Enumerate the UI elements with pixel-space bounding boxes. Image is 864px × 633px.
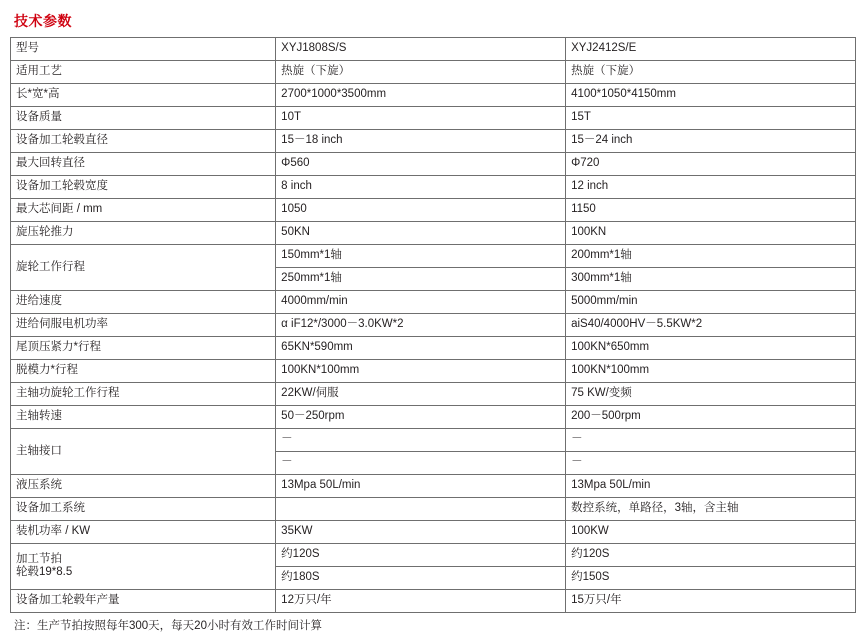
table-row [11,406,856,429]
row-value-model-1: 约180S [276,567,566,590]
row-value-model-2: 约150S [566,567,856,590]
row-label: 尾顶压紧力*行程 [11,337,276,360]
row-value-model-2: 1150 [566,199,856,222]
row-label: 进给伺服电机功率 [11,314,276,337]
row-value-model-2: 约120S [566,544,856,567]
row-label: 主轴转速 [11,406,276,429]
row-label: 型号 [11,38,276,61]
row-value-model-1: － [276,452,566,475]
row-label: 装机功率 / KW [11,521,276,544]
row-value-model-2: 15万只/年 [566,590,856,613]
table-row [11,107,856,130]
row-value-model-2: 5000mm/min [566,291,856,314]
table-row-group-travel [11,245,856,268]
row-value-model-2: 15T [566,107,856,130]
row-label-group [11,544,276,590]
table-row [11,314,856,337]
row-value-model-2: aiS40/4000HV－5.5KW*2 [566,314,856,337]
table-row [11,222,856,245]
table-footnote: 注：生产节拍按照每年300天，每天20小时有效工作时间计算 [14,620,322,632]
row-label: 主轴功旋轮工作行程 [11,383,276,406]
row-label: 脱模力*行程 [11,360,276,383]
row-label: 设备加工轮毂宽度 [11,176,276,199]
row-value-model-1: 1050 [276,199,566,222]
table-row [11,153,856,176]
row-value-model-2: 100KN*100mm [566,360,856,383]
row-value-model-1: 4000mm/min [276,291,566,314]
table-row [11,590,856,613]
row-value-model-1: 12万只/年 [276,590,566,613]
row-value-model-2: 100KN [566,222,856,245]
row-value-model-1: 35KW [276,521,566,544]
row-value-model-2: 12 inch [566,176,856,199]
table-row [11,291,856,314]
row-label-group: 主轴接口 [11,429,276,475]
row-value-model-1: 约120S [276,544,566,567]
row-value-model-1: 50KN [276,222,566,245]
row-value-model-2: XYJ2412S/E [566,38,856,61]
row-value-model-2: 4100*1050*4150mm [566,84,856,107]
row-value-model-1: 100KN*100mm [276,360,566,383]
row-value-model-1: XYJ1808S/S [276,38,566,61]
row-value-model-1: 2700*1000*3500mm [276,84,566,107]
table-body [11,38,856,613]
row-value-model-2: 75 KW/变频 [566,383,856,406]
row-value-model-2: 15－24 inch [566,130,856,153]
table-row [11,521,856,544]
table-row [11,498,856,521]
row-label-group: 旋轮工作行程 [11,245,276,291]
row-label: 液压系统 [11,475,276,498]
row-value-model-2: Φ720 [566,153,856,176]
row-value-model-2: 200mm*1轴 [566,245,856,268]
row-value-model-2: 13Mpa 50L/min [566,475,856,498]
row-value-model-2: 数控系统，单路径，3轴，含主轴 [566,498,856,521]
page-title: 技术参数 [14,13,72,29]
table-row-group-spindle-interface [11,429,856,452]
row-value-model-2: － [566,452,856,475]
row-value-model-1: 150mm*1轴 [276,245,566,268]
row-value-model-1: 热旋（下旋） [276,61,566,84]
row-value-model-1: 8 inch [276,176,566,199]
table-row [11,84,856,107]
row-value-model-2: 200－500rpm [566,406,856,429]
row-value-model-1: Φ560 [276,153,566,176]
table-row [11,38,856,61]
row-label: 最大回转直径 [11,153,276,176]
row-label: 设备加工轮毂直径 [11,130,276,153]
table-row [11,337,856,360]
table-row [11,360,856,383]
row-value-model-1: 50－250rpm [276,406,566,429]
row-value-model-2: 100KN*650mm [566,337,856,360]
table-row [11,176,856,199]
specifications-table [10,37,856,613]
row-label-line-1: 加工节拍 [16,553,62,566]
row-value-model-1: α iF12*/3000－3.0KW*2 [276,314,566,337]
row-value-model-1: 15－18 inch [276,130,566,153]
table-row [11,130,856,153]
row-label: 设备加工系统 [11,498,276,521]
row-label: 设备加工轮毂年产量 [11,590,276,613]
row-value-model-1: 10T [276,107,566,130]
row-value-model-1: 13Mpa 50L/min [276,475,566,498]
row-value-model-1 [276,498,566,521]
row-value-model-2: － [566,429,856,452]
table-row [11,199,856,222]
table-row-group-cycle-time [11,544,856,567]
row-label: 适用工艺 [11,61,276,84]
row-value-model-1: 22KW/伺服 [276,383,566,406]
row-value-model-1: 250mm*1轴 [276,268,566,291]
row-value-model-2: 100KW [566,521,856,544]
row-label: 设备质量 [11,107,276,130]
row-label-line-2: 轮毂19*8.5 [16,566,73,578]
table-row [11,383,856,406]
row-value-model-2: 300mm*1轴 [566,268,856,291]
row-value-model-2: 热旋（下旋） [566,61,856,84]
row-label: 进给速度 [11,291,276,314]
row-label: 最大芯间距 / mm [11,199,276,222]
row-value-model-1: － [276,429,566,452]
row-value-model-1: 65KN*590mm [276,337,566,360]
row-label: 长*宽*高 [11,84,276,107]
table-row [11,475,856,498]
row-label: 旋压轮推力 [11,222,276,245]
table-row [11,61,856,84]
